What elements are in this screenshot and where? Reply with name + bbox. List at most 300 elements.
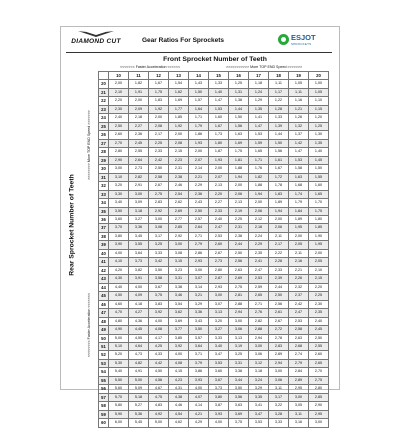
ratio-cell: 2,77 <box>169 215 189 223</box>
table-row <box>99 275 329 283</box>
table-row <box>99 351 329 359</box>
ratio-cell: 3,00 <box>309 419 329 427</box>
rear-teeth-cell: 36 <box>99 215 109 223</box>
ratio-cell: 1,05 <box>289 80 309 88</box>
rear-teeth-cell: 22 <box>99 97 109 105</box>
table-row <box>99 122 329 130</box>
ratio-cell: 3,57 <box>189 334 209 342</box>
ratio-cell: 4,92 <box>149 410 169 418</box>
front-teeth-header: 14 <box>189 72 209 80</box>
ratio-cell: 1,87 <box>209 148 229 156</box>
ratio-cell: 2,92 <box>149 207 169 215</box>
ratio-cell: 2,47 <box>289 309 309 317</box>
ratio-cell: 1,85 <box>309 224 329 232</box>
rear-teeth-cell: 39 <box>99 241 109 249</box>
ratio-cell: 2,68 <box>289 343 309 351</box>
rear-teeth-cell: 32 <box>99 182 109 190</box>
ratio-cell: 3,14 <box>189 283 209 291</box>
ratio-cell: 1,92 <box>149 105 169 113</box>
ratio-cell: 3,50 <box>189 326 209 334</box>
ratio-cell: 3,20 <box>209 317 229 325</box>
ratio-cell: 3,00 <box>109 165 129 173</box>
ratio-cell: 3,36 <box>189 309 209 317</box>
ratio-cell: 5,18 <box>129 393 149 401</box>
ratio-cell: 1,15 <box>309 105 329 113</box>
ratio-cell: 3,19 <box>229 343 249 351</box>
ratio-cell: 1,35 <box>249 105 269 113</box>
ratio-cell: 1,54 <box>169 80 189 88</box>
ratio-cell: 2,20 <box>209 190 229 198</box>
ratio-cell: 2,35 <box>309 309 329 317</box>
ratio-cell: 3,86 <box>189 368 209 376</box>
ratio-cell: 2,05 <box>309 258 329 266</box>
table-row <box>99 334 329 342</box>
header-row <box>99 72 329 80</box>
ratio-cell: 1,65 <box>309 190 329 198</box>
ratio-cell: 3,36 <box>129 224 149 232</box>
table-row <box>99 148 329 156</box>
table-row <box>99 114 329 122</box>
rear-teeth-cell: 55 <box>99 376 109 384</box>
ratio-cell: 3,06 <box>229 326 249 334</box>
ratio-cell: 3,41 <box>249 402 269 410</box>
ratio-cell: 2,43 <box>189 199 209 207</box>
left-logo-text: DIAMOND CUT <box>71 38 121 45</box>
ratio-cell: 2,40 <box>109 114 129 122</box>
ratio-cell: 3,00 <box>189 266 209 274</box>
ratio-cell: 2,59 <box>249 283 269 291</box>
ratio-cell: 1,43 <box>189 80 209 88</box>
ratio-cell: 3,54 <box>169 300 189 308</box>
ratio-cell: 4,07 <box>189 393 209 401</box>
table-row <box>99 190 329 198</box>
ratio-cell: 5,27 <box>129 402 149 410</box>
ratio-cell: 2,10 <box>309 266 329 274</box>
ratio-cell: 2,13 <box>209 182 229 190</box>
ratio-cell: 2,78 <box>269 334 289 342</box>
table-row <box>99 309 329 317</box>
ratio-cell: 1,88 <box>249 182 269 190</box>
table-row <box>99 80 329 88</box>
ratio-cell: 1,57 <box>189 97 209 105</box>
ratio-cell: 2,00 <box>309 249 329 257</box>
front-teeth-header: 18 <box>269 72 289 80</box>
ratio-cell: 2,54 <box>169 190 189 198</box>
ratio-cell: 4,36 <box>129 317 149 325</box>
ratio-cell: 1,18 <box>249 80 269 88</box>
ratio-cell: 3,40 <box>109 199 129 207</box>
divider <box>66 52 332 53</box>
ratio-cell: 2,70 <box>309 368 329 376</box>
ratio-cell: 1,22 <box>269 97 289 105</box>
ratio-cell: 2,31 <box>169 165 189 173</box>
ratio-cell: 2,60 <box>309 351 329 359</box>
ratio-cell: 4,18 <box>129 300 149 308</box>
ratio-cell: 1,40 <box>209 88 229 96</box>
ratio-cell: 5,10 <box>109 343 129 351</box>
ratio-cell: 3,82 <box>129 266 149 274</box>
ratio-cell: 3,11 <box>269 385 289 393</box>
ratio-cell: 4,55 <box>129 334 149 342</box>
front-teeth-header: 12 <box>149 72 169 80</box>
ratio-cell: 3,87 <box>209 402 229 410</box>
table-row <box>99 224 329 232</box>
ratio-cell: 3,16 <box>289 419 309 427</box>
ratio-cell: 3,92 <box>149 309 169 317</box>
ratio-cell: 1,44 <box>269 131 289 139</box>
ratio-cell: 1,35 <box>309 139 329 147</box>
ratio-cell: 3,09 <box>129 199 149 207</box>
ratio-cell: 1,71 <box>189 114 209 122</box>
ratio-cell: 1,81 <box>229 156 249 164</box>
ratio-cell: 3,18 <box>249 368 269 376</box>
ratio-cell: 2,86 <box>189 249 209 257</box>
ratio-cell: 2,27 <box>209 199 229 207</box>
ratio-cell: 3,85 <box>169 334 189 342</box>
table-row <box>99 139 329 147</box>
ratio-cell: 2,61 <box>269 309 289 317</box>
ratio-cell: 3,20 <box>109 182 129 190</box>
table-row <box>99 292 329 300</box>
ratio-cell: 2,20 <box>109 97 129 105</box>
ratio-cell: 3,07 <box>209 300 229 308</box>
ratio-cell: 2,18 <box>129 114 149 122</box>
ratio-cell: 1,85 <box>169 114 189 122</box>
table-row <box>99 376 329 384</box>
ratio-cell: 2,53 <box>209 232 229 240</box>
ratio-cell: 1,95 <box>309 241 329 249</box>
table-row <box>99 199 329 207</box>
ratio-cell: 1,75 <box>149 88 169 96</box>
ratio-cell: 5,00 <box>109 334 129 342</box>
ratio-cell: 4,23 <box>169 376 189 384</box>
ratio-cell: 4,45 <box>129 326 149 334</box>
ratio-cell: 2,47 <box>249 266 269 274</box>
ratio-cell: 5,00 <box>129 376 149 384</box>
ratio-cell: 3,31 <box>229 359 249 367</box>
ratio-cell: 2,38 <box>229 232 249 240</box>
ratio-cell: 3,67 <box>149 283 169 291</box>
ratio-cell: 2,33 <box>269 266 289 274</box>
ratio-cell: 2,25 <box>309 292 329 300</box>
ratio-cell: 1,83 <box>269 190 289 198</box>
ratio-cell: 1,16 <box>289 97 309 105</box>
ratio-cell: 5,90 <box>109 410 129 418</box>
ratio-cell: 2,08 <box>149 122 169 130</box>
ratio-cell: 3,90 <box>109 241 129 249</box>
ratio-cell: 4,25 <box>149 343 169 351</box>
ratio-cell: 3,30 <box>109 190 129 198</box>
ratio-cell: 1,56 <box>229 122 249 130</box>
rear-teeth-cell: 37 <box>99 224 109 232</box>
ratio-cell: 5,80 <box>109 402 129 410</box>
ratio-cell: 3,77 <box>169 326 189 334</box>
ratio-cell: 2,24 <box>249 232 269 240</box>
ratio-cell: 3,53 <box>249 419 269 427</box>
ratio-cell: 3,40 <box>209 343 229 351</box>
ratio-cell: 2,55 <box>129 148 149 156</box>
ratio-cell: 4,14 <box>189 402 209 410</box>
ratio-cell: 4,70 <box>109 309 129 317</box>
ratio-cell: 3,27 <box>209 326 229 334</box>
ratio-cell: 1,53 <box>249 131 269 139</box>
ratio-cell: 1,94 <box>269 207 289 215</box>
ratio-cell: 1,75 <box>309 207 329 215</box>
ratio-cell: 3,67 <box>209 376 229 384</box>
rear-teeth-cell: 24 <box>99 114 109 122</box>
rear-teeth-cell: 46 <box>99 300 109 308</box>
ratio-cell: 3,00 <box>229 317 249 325</box>
ratio-cell: 3,64 <box>129 249 149 257</box>
ratio-cell: 2,50 <box>229 249 249 257</box>
front-teeth-header: 10 <box>109 72 129 80</box>
ratio-cell: 2,07 <box>189 156 209 164</box>
ratio-cell: 3,00 <box>149 215 169 223</box>
ratio-cell: 4,46 <box>169 402 189 410</box>
ratio-cell: 2,80 <box>109 148 129 156</box>
table-row <box>99 131 329 139</box>
ratio-cell: 1,67 <box>269 165 289 173</box>
ratio-cell: 1,86 <box>189 131 209 139</box>
ratio-cell: 5,50 <box>109 376 129 384</box>
ratio-cell: 4,00 <box>209 419 229 427</box>
ratio-cell: 2,22 <box>269 249 289 257</box>
ratio-cell: 3,50 <box>229 385 249 393</box>
right-logo-subtext: SPROCKETS <box>291 42 312 46</box>
rear-teeth-cell: 20 <box>99 80 109 88</box>
ratio-cell: 2,27 <box>129 122 149 130</box>
ratio-cell: 2,63 <box>229 266 249 274</box>
ratio-cell: 4,31 <box>169 385 189 393</box>
ratio-cell: 5,09 <box>129 385 149 393</box>
ratio-cell: 4,60 <box>109 300 129 308</box>
ratio-cell: 3,38 <box>169 283 189 291</box>
ratio-cell: 2,26 <box>289 275 309 283</box>
rear-teeth-cell: 28 <box>99 148 109 156</box>
table-row <box>99 88 329 96</box>
ratio-cell: 3,80 <box>209 393 229 401</box>
ratio-cell: 3,10 <box>109 173 129 181</box>
ratio-cell: 2,80 <box>309 385 329 393</box>
ratio-cell: 2,00 <box>129 97 149 105</box>
ratio-cell: 1,11 <box>269 80 289 88</box>
ratio-cell: 3,33 <box>149 249 169 257</box>
ratio-cell: 3,62 <box>169 309 189 317</box>
ratio-cell: 2,00 <box>109 80 129 88</box>
ratio-cell: 1,26 <box>289 114 309 122</box>
ratio-cell: 2,36 <box>129 131 149 139</box>
rear-teeth-cell: 41 <box>99 258 109 266</box>
ratio-cell: 2,00 <box>149 114 169 122</box>
ratio-cell: 3,23 <box>169 266 189 274</box>
rear-teeth-cell: 45 <box>99 292 109 300</box>
rear-teeth-cell: 21 <box>99 88 109 96</box>
ratio-cell: 4,21 <box>189 410 209 418</box>
rear-teeth-cell: 43 <box>99 275 109 283</box>
ratio-cell: 2,39 <box>269 275 289 283</box>
ratio-cell: 2,56 <box>229 258 249 266</box>
ratio-cell: 4,58 <box>149 376 169 384</box>
ratio-cell: 2,29 <box>249 241 269 249</box>
ratio-cell: 4,82 <box>129 359 149 367</box>
ratio-cell: 2,00 <box>169 131 189 139</box>
ratio-cell: 2,82 <box>129 173 149 181</box>
ratio-cell: 2,62 <box>169 199 189 207</box>
ratio-cell: 1,33 <box>269 114 289 122</box>
ratio-cell: 1,59 <box>249 139 269 147</box>
ratio-cell: 1,61 <box>269 156 289 164</box>
ratio-cell: 3,80 <box>109 232 129 240</box>
table-row <box>99 283 329 291</box>
table-row <box>99 368 329 376</box>
ratio-cell: 3,58 <box>149 275 169 283</box>
table-row <box>99 385 329 393</box>
ratio-cell: 1,92 <box>169 122 189 130</box>
ratio-cell: 2,94 <box>269 359 289 367</box>
table-row <box>99 105 329 113</box>
right-logo-text: ESJOT <box>291 33 316 42</box>
front-teeth-header: 15 <box>209 72 229 80</box>
ratio-cell: 1,76 <box>249 165 269 173</box>
ratio-cell: 1,42 <box>289 139 309 147</box>
ratio-cell: 4,30 <box>109 275 129 283</box>
ratio-cell: 2,75 <box>149 190 169 198</box>
ratio-cell: 2,94 <box>229 309 249 317</box>
ratio-cell: 1,93 <box>209 156 229 164</box>
ratio-cell: 1,82 <box>129 80 149 88</box>
ratio-cell: 1,25 <box>309 122 329 130</box>
ratio-cell: 3,00 <box>169 241 189 249</box>
ratio-cell: 2,11 <box>269 232 289 240</box>
ratio-cell: 4,15 <box>169 368 189 376</box>
ratio-cell: 2,00 <box>209 165 229 173</box>
ratio-cell: 1,80 <box>309 215 329 223</box>
ratio-cell: 2,19 <box>229 207 249 215</box>
ratio-cell: 4,20 <box>109 266 129 274</box>
table-row <box>99 317 329 325</box>
ratio-cell: 1,50 <box>189 88 209 96</box>
ratio-cell: 3,25 <box>229 351 249 359</box>
front-teeth-header: 11 <box>129 72 149 80</box>
ratio-cell: 2,15 <box>169 148 189 156</box>
ratio-grid <box>98 64 330 426</box>
ratio-cell: 1,67 <box>209 122 229 130</box>
ratio-cell: 1,00 <box>309 80 329 88</box>
ratio-cell: 2,57 <box>189 215 209 223</box>
ratio-cell: 1,55 <box>309 173 329 181</box>
ratio-cell: 3,63 <box>229 402 249 410</box>
ratio-cell: 1,63 <box>289 173 309 181</box>
ratio-cell: 3,06 <box>269 376 289 384</box>
ratio-cell: 2,00 <box>229 182 249 190</box>
rear-teeth-cell: 23 <box>99 105 109 113</box>
ratio-cell: 2,38 <box>169 173 189 181</box>
ratio-cell: 1,33 <box>209 80 229 88</box>
table-row <box>99 173 329 181</box>
sprocket-icon <box>278 34 289 45</box>
ratio-cell: 2,00 <box>289 232 309 240</box>
ratio-cell: 2,36 <box>189 190 209 198</box>
ratio-cell: 1,80 <box>209 139 229 147</box>
ratio-cell: 4,50 <box>149 368 169 376</box>
ratio-cell: 1,68 <box>289 182 309 190</box>
ratio-cell: 2,71 <box>249 300 269 308</box>
ratio-cell: 3,38 <box>229 368 249 376</box>
ratio-cell: 2,45 <box>129 139 149 147</box>
ratio-cell: 2,40 <box>309 317 329 325</box>
ratio-cell: 2,09 <box>129 105 149 113</box>
rear-subtitle-bottom: <<<<<<<< Faster Acceleration <<<<<<< <box>87 292 91 358</box>
ratio-cell: 4,40 <box>109 283 129 291</box>
ratio-cell: 2,92 <box>169 232 189 240</box>
rear-teeth-cell: 54 <box>99 368 109 376</box>
ratio-cell: 1,60 <box>209 114 229 122</box>
ratio-cell: 2,32 <box>289 283 309 291</box>
ratio-cell: 3,24 <box>249 376 269 384</box>
ratio-cell: 2,41 <box>249 258 269 266</box>
ratio-cell: 2,00 <box>269 215 289 223</box>
rear-teeth-cell: 49 <box>99 326 109 334</box>
ratio-cell: 4,67 <box>149 385 169 393</box>
rear-sprocket-title: Rear Sprocket Number of Teeth <box>68 174 76 276</box>
ratio-cell: 1,41 <box>249 114 269 122</box>
ratio-cell: 3,13 <box>209 309 229 317</box>
ratio-cell: 1,50 <box>269 139 289 147</box>
table-row <box>99 215 329 223</box>
ratio-cell: 1,82 <box>249 173 269 181</box>
rear-teeth-cell: 27 <box>99 139 109 147</box>
table-row <box>99 249 329 257</box>
ratio-cell: 2,73 <box>129 165 149 173</box>
ratio-cell: 1,17 <box>269 88 289 96</box>
ratio-cell: 2,74 <box>289 351 309 359</box>
ratio-cell: 2,73 <box>209 258 229 266</box>
ratio-cell: 2,93 <box>209 283 229 291</box>
ratio-cell: 1,47 <box>209 97 229 105</box>
ratio-cell: 1,78 <box>269 182 289 190</box>
ratio-cell: 2,37 <box>289 292 309 300</box>
ratio-cell: 2,95 <box>309 410 329 418</box>
ratio-cell: 3,53 <box>209 359 229 367</box>
ratio-cell: 4,83 <box>149 402 169 410</box>
ratio-cell: 5,60 <box>109 385 129 393</box>
ratio-cell: 2,47 <box>209 224 229 232</box>
ratio-cell: 1,89 <box>269 199 289 207</box>
ratio-cell: 1,75 <box>229 148 249 156</box>
ratio-cell: 3,69 <box>169 317 189 325</box>
rear-teeth-cell: 33 <box>99 190 109 198</box>
ratio-cell: 3,35 <box>249 393 269 401</box>
ratio-cell: 1,79 <box>189 122 209 130</box>
ratio-cell: 2,44 <box>269 283 289 291</box>
ratio-cell: 2,88 <box>229 300 249 308</box>
ratio-cell: 4,90 <box>109 326 129 334</box>
ratio-cell: 3,47 <box>209 351 229 359</box>
ratio-cell: 2,67 <box>149 182 169 190</box>
ratio-cell: 2,69 <box>229 275 249 283</box>
ratio-cell: 1,67 <box>149 80 169 88</box>
ratio-cell: 2,58 <box>289 326 309 334</box>
ratio-cell: 2,55 <box>309 343 329 351</box>
ratio-cell: 1,47 <box>289 148 309 156</box>
ratio-cell: 3,50 <box>149 266 169 274</box>
ratio-cell: 3,45 <box>129 232 149 240</box>
table-row <box>99 419 329 427</box>
ratio-cell: 2,12 <box>249 215 269 223</box>
ratio-cell: 1,77 <box>169 105 189 113</box>
front-teeth-header: 19 <box>289 72 309 80</box>
ratio-cell: 2,67 <box>269 317 289 325</box>
